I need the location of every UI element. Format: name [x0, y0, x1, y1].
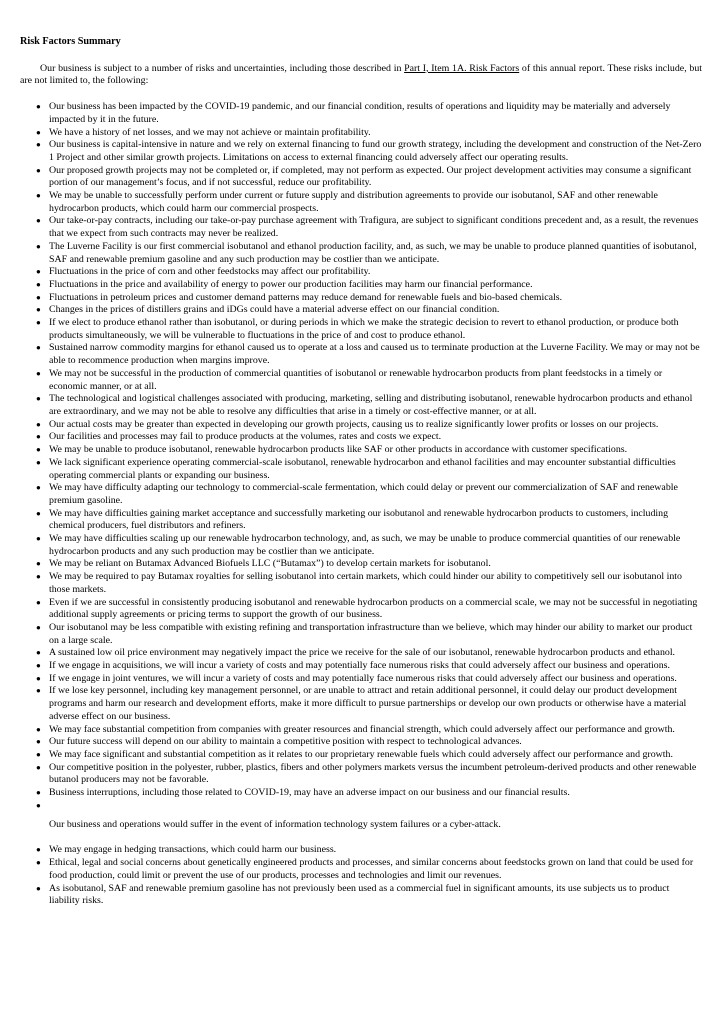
bullet-icon: ●	[36, 140, 41, 150]
risk-item	[20, 647, 702, 660]
bullet-icon: ●	[36, 216, 41, 226]
bullet-icon: ●	[36, 673, 41, 683]
risk-item	[20, 279, 702, 292]
risk-item	[20, 685, 702, 723]
risk-item	[20, 165, 702, 190]
bullet-icon: ●	[36, 858, 41, 868]
risk-text: As isobutanol, SAF and renewable premium gasoline has not previously been used as a commercial fuel in significant amounts, its use subjects us to product liability risks.	[49, 882, 670, 907]
risk-factors-link[interactable]: Part I, Item 1A. Risk Factors	[404, 62, 520, 74]
bullet-icon: ●	[36, 597, 41, 607]
bullet-icon: ●	[36, 749, 41, 759]
bullet-icon: ●	[36, 368, 41, 378]
risk-text: Our future success will depend on our ability to maintain a competitive position with respect to technological advances.	[49, 736, 522, 748]
risk-item	[20, 736, 702, 749]
risk-text: We may be required to pay Butamax royalties for selling isobutanol into certain markets, which could hinder our ability to competitively sell our isobutanol into those markets.	[49, 571, 682, 595]
risk-item	[20, 482, 702, 507]
risk-text: Our actual costs may be greater than expected in developing our growth projects, causing us to realize significantly lower profits or losses on our projects.	[49, 418, 659, 430]
bullet-icon: ●	[36, 241, 41, 251]
bullet-icon: ●	[36, 724, 41, 734]
risk-item	[20, 241, 702, 266]
risk-item	[20, 762, 702, 787]
risk-text: Our take-or-pay contracts, including our take-or-pay purchase agreement with Trafigura, are subject to significant conditions precedent and, as a result, the revenues that we expect from such contracts may never be realized.	[49, 215, 699, 240]
risk-text: We may not be successful in the production of commercial quantities of isobutanol or renewable hydrocarbon products from plant feedstocks in a timely or economic manner, or at all.	[49, 367, 663, 392]
risk-item	[20, 571, 702, 596]
bullet-icon: ●	[36, 508, 41, 518]
risk-item	[20, 266, 702, 279]
risk-item	[20, 660, 702, 673]
risk-text: We may have difficulty adapting our technology to commercial-scale fermentation, which could delay or prevent our commercialization of SAF and renewable premium gasoline.	[49, 482, 678, 506]
risk-item	[20, 508, 702, 533]
risk-item	[20, 533, 702, 558]
risk-text: We lack significant experience operating commercial-scale isobutanol, renewable hydrocarbon and ethanol facilities and may encounter substantial difficulties operating commercial plants or expanding our business.	[49, 456, 676, 481]
risk-item	[20, 215, 702, 240]
bullet-icon: ●	[36, 305, 41, 315]
bullet-icon: ●	[36, 788, 41, 798]
risk-item	[20, 444, 702, 457]
risk-text: We may engage in hedging transactions, which could harm our business.	[49, 844, 337, 856]
intro-paragraph	[20, 63, 702, 88]
risk-item	[20, 431, 702, 444]
risk-item	[20, 844, 702, 857]
bullet-icon: ●	[36, 279, 41, 289]
risk-list-continued	[20, 844, 702, 908]
bullet-icon: ●	[36, 762, 41, 772]
bullet-icon: ●	[36, 648, 41, 658]
bullet-icon: ●	[36, 845, 41, 855]
bullet-icon: ●	[36, 534, 41, 544]
bullet-icon: ●	[36, 883, 41, 893]
risk-text: Fluctuations in petroleum prices and customer demand patterns may reduce demand for renewable fuels and bio-based chemicals.	[49, 291, 563, 303]
risk-item	[20, 304, 702, 317]
risk-item	[20, 749, 702, 762]
risk-text: Our business has been impacted by the COVID-19 pandemic, and our financial condition, results of operations and liquidity may be materially and adversely impacted by it in the future.	[49, 101, 671, 125]
risk-text: If we elect to produce ethanol rather than isobutanol, or during periods in which we make the strategic decision to revert to ethanol production, or produce both products simultaneously, we will be vulnerable to fluctuations in the price of and cost to produce ethanol.	[49, 317, 679, 341]
bullet-icon: ●	[36, 445, 41, 455]
risk-text: Our isobutanol may be less compatible with existing refining and transportation infrastructure than we believe, which may hinder our ability to market our product on a large scale.	[49, 621, 693, 646]
risk-text: Fluctuations in the price of corn and other feedstocks may affect our profitability.	[49, 266, 371, 278]
risk-item	[20, 457, 702, 482]
risk-text: We may be unable to successfully perform under current or future supply and distribution agreements to provide our isobutanol, SAF and other renewable hydrocarbon products, which could harm our commercial prospects.	[49, 190, 658, 214]
section-heading: Risk Factors Summary	[20, 36, 121, 47]
risk-text: Changes in the prices of distillers grains and iDGs could have a material adverse effect on our financial condition.	[49, 304, 500, 316]
risk-item	[20, 787, 702, 800]
risk-item	[20, 883, 702, 908]
risk-text: If we engage in acquisitions, we will incur a variety of costs and may potentially face numerous risks that could adversely affect our business and operations.	[49, 660, 670, 672]
intro-text-before: Our business is subject to a number of risks and uncertainties, including those described in	[40, 62, 405, 74]
bullet-icon: ●	[36, 457, 41, 467]
bullet-icon: ●	[36, 432, 41, 442]
bullet-icon: ●	[36, 343, 41, 353]
intro-text-after: of this annual report. These risks include, but are not limited to, the following:	[20, 62, 703, 87]
risk-text: We may be reliant on Butamax Advanced Biofuels LLC (“Butamax”) to develop certain markets for isobutanol.	[49, 558, 491, 570]
bullet-icon: ●	[36, 292, 41, 302]
risk-text: We may face substantial competition from companies with greater resources and financial strength, which could adversely affect our performance and growth.	[49, 723, 675, 735]
risk-text: We may have difficulties gaining market acceptance and successfully marketing our isobutanol and renewable hydrocarbon products to customers, including chemical producers, fuel distributors and refiners.	[49, 507, 669, 532]
risk-text: Ethical, legal and social concerns about genetically engineered products and processes, and similar concerns about feedstocks grown on land that could be used for food production, could limit or prevent the use of our products, processes and technologies and limit our revenues.	[49, 857, 694, 881]
bullet-icon: ●	[36, 267, 41, 277]
risk-text: Even if we are successful in consistently producing isobutanol and renewable hydrocarbon products on a commercial scale, we may not be successful in negotiating additional supply agreements or pricing terms to support the growth of our business.	[49, 596, 698, 621]
risk-text: The Luverne Facility is our first commercial isobutanol and ethanol production facility, and, as such, we may be unable to produce planned quantities of isobutanol, SAF and renewable premium gasoline and any such production may be costlier than we anticipate.	[49, 240, 697, 265]
risk-item	[20, 127, 702, 140]
risk-item	[20, 558, 702, 571]
bullet-icon: ●	[36, 661, 41, 671]
risk-text: Sustained narrow commodity margins for ethanol caused us to operate at a loss and caused us to terminate production at the Luverne Facility. We may or may not be able to recommence production when margins improve.	[49, 342, 700, 367]
risk-item	[20, 342, 702, 367]
bullet-icon: ●	[36, 394, 41, 404]
bullet-icon: ●	[36, 191, 41, 201]
risk-item	[20, 857, 702, 882]
risk-text: If we engage in joint ventures, we will incur a variety of costs and may potentially face numerous risks that could adversely affect our business and operations.	[49, 672, 677, 684]
bullet-icon: ●	[36, 483, 41, 493]
risk-item	[20, 292, 702, 305]
risk-text: A sustained low oil price environment may negatively impact the price we receive for the sale of our isobutanol, renewable hydrocarbon products and ethanol.	[49, 647, 676, 659]
risk-text: Our proposed growth projects may not be completed or, if completed, may not perform as expected. Our project development activities may consume a significant portion of our management’s focus, and if not successful, reduce our profitability.	[49, 164, 692, 189]
risk-text: Business interruptions, including those related to COVID-19, may have an adverse impact on our business and our financial results.	[49, 787, 570, 799]
bullet-icon: ●	[36, 572, 41, 582]
empty-risk-item	[20, 800, 702, 813]
risk-item	[20, 139, 702, 164]
risk-text: We may have difficulties scaling up our renewable hydrocarbon technology, and, as such, we may be unable to produce commercial quantities of our renewable hydrocarbon products and any such production may be costlier than we anticipate.	[49, 533, 681, 557]
risk-text: Our competitive position in the polyester, rubber, plastics, fibers and other polymers markets versus the incumbent petroleum-derived products and other renewable butanol producers may not be favorable.	[49, 761, 697, 786]
bullet-icon: ●	[36, 737, 41, 747]
risk-item	[20, 190, 702, 215]
risk-text: The technological and logistical challenges associated with producing, marketing, selling and distributing isobutanol, renewable hydrocarbon products and ethanol are extraordinary, and we may not be able to resolve any difficulties that arise in a timely or cost-effective manner, or at all.	[49, 393, 693, 417]
risk-text: If we lose key personnel, including key management personnel, or are unable to attract and retain additional personnel, it could delay our product development programs and harm our research and development efforts, make it more difficult to pursue partnerships or develop our own products or otherwise have a material adverse effect on our business.	[49, 685, 687, 722]
risk-item	[20, 597, 702, 622]
bullet-icon: ●	[36, 686, 41, 696]
risk-item	[20, 368, 702, 393]
bullet-icon: ●	[36, 800, 41, 810]
risk-item	[20, 724, 702, 737]
bullet-icon: ●	[36, 622, 41, 632]
risk-item	[20, 673, 702, 686]
risk-text: We have a history of net losses, and we may not achieve or maintain profitability.	[49, 126, 371, 138]
risk-item	[20, 101, 702, 126]
bullet-icon: ●	[36, 165, 41, 175]
risk-text: We may face significant and substantial competition as it relates to our proprietary renewable fuels which could adversely affect our performance and growth.	[49, 748, 673, 760]
risk-item	[20, 622, 702, 647]
risk-item	[20, 419, 702, 432]
standalone-risk: Our business and operations would suffer in the event of information technology system failures or a cyber-attack.	[49, 818, 501, 830]
risk-text: Our facilities and processes may fail to produce products at the volumes, rates and costs we expect.	[49, 431, 442, 443]
bullet-icon: ●	[36, 419, 41, 429]
risk-item	[20, 393, 702, 418]
risk-item	[20, 317, 702, 342]
bullet-icon: ●	[36, 559, 41, 569]
bullet-icon: ●	[36, 102, 41, 112]
risk-list	[20, 101, 702, 813]
bullet-icon: ●	[36, 127, 41, 137]
risk-text: We may be unable to produce isobutanol, renewable hydrocarbon products like SAF or other products in accordance with customer specifications.	[49, 444, 628, 456]
risk-text: Our business is capital-intensive in nature and we rely on external financing to fund our growth strategy, including the development and construction of the Net-Zero 1 Project and other similar growth projects. Limitations on access to external financing could adversely affect our operating results.	[49, 139, 702, 163]
risk-text: Fluctuations in the price and availability of energy to power our production facilities may harm our financial performance.	[49, 278, 533, 290]
bullet-icon: ●	[36, 318, 41, 328]
